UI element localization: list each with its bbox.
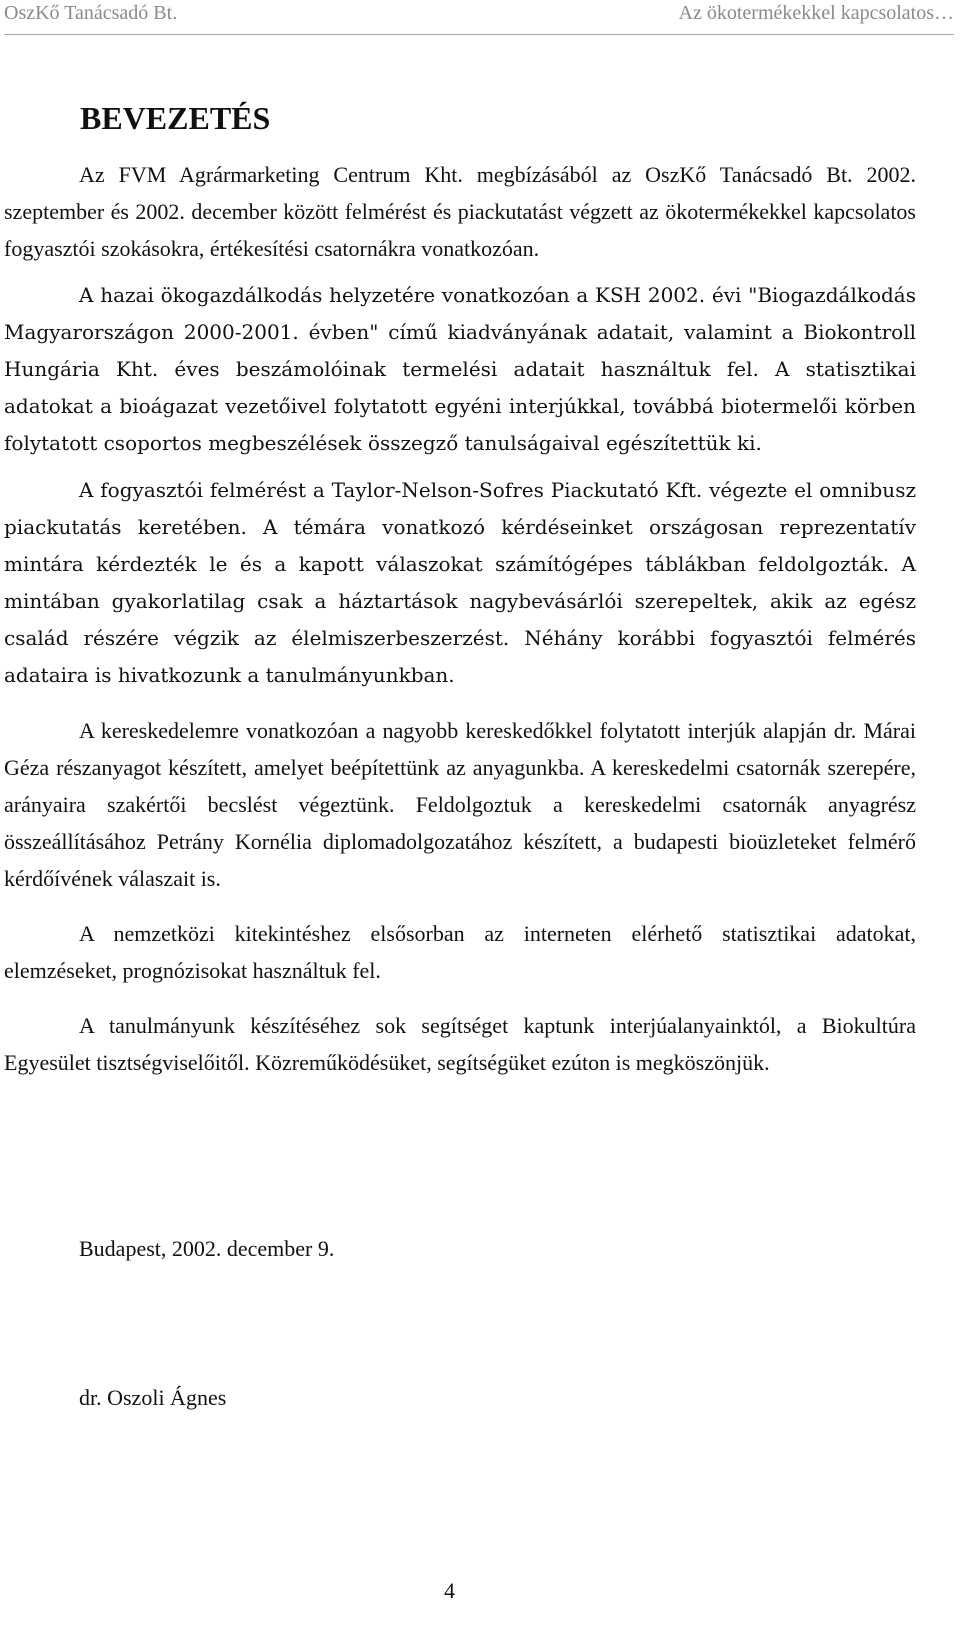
running-header <box>4 2 954 28</box>
paragraph-2: A hazai ökogazdálkodás helyzetére vonatkozóan a KSH 2002. évi "Biogazdálkodás Magyarországon 2000-2001. évben" című kiadványának adatait, valamint a Biokontroll Hungária Kht. éves beszámolóinak termelési adatait használtuk fel. A statisztikai adatokat a bioágazat vezetőivel folytatott egyéni interjúkkal, továbbá biotermelői körben folytatott csoportos megbeszélések összegző tanulságaival egészítettük ki. <box>4 283 916 455</box>
paragraph-3: A fogyasztói felmérést a Taylor-Nelson-Sofres Piackutató Kft. végezte el omnibusz piackutatás keretében. A témára vonatkozó kérdéseinket országosan reprezentatív mintára kérdezték le és a kapott válaszokat számítógépes táblákban feldolgozták. A mintában gyakorlatilag csak a háztartások nagybevásárlói szerepeltek, akik az egész család részére végzik az élelmiszerbeszerzést. Néhány korábbi fogyasztói felmérés adataira is hivatkozunk a tanulmányunkban. <box>4 478 916 687</box>
header-left-text: OszKő Tanácsadó Bt. <box>4 2 178 24</box>
paragraph-4: A kereskedelemre vonatkozóan a nagyobb kereskedőkkel folytatott interjúk alapján dr. Márai Géza részanyagot készített, amelyet beépítettünk az anyagunkba. A kereskedelmi csatornák szerepére, arányaira szakértői becslést végeztünk. Feldolgoztuk a kereskedelmi csatornák anyagrész összeállításához Petrány Kornélia diplomadolgozatához készített, a budapesti bioüzleteket felmérő kérdőívének válaszait is. <box>4 718 916 891</box>
header-divider <box>4 34 954 35</box>
section-heading: BEVEZETÉS <box>80 100 271 136</box>
header-right-text: Az ökotermékekkel kapcsolatos… <box>678 2 954 24</box>
body-text <box>4 156 916 1081</box>
date-line: Budapest, 2002. december 9. <box>79 1236 335 1261</box>
paragraph-5: A nemzetközi kitekintéshez elsősorban az interneten elérhető statisztikai adatokat, elemzéseket, prognózisokat használtuk fel. <box>4 921 916 983</box>
page-number: 4 <box>444 1578 455 1603</box>
paragraph-6: A tanulmányunk készítéséhez sok segítséget kaptunk interjúalanyainktól, a Biokultúra Egyesület tisztségviselőitől. Közreműködésüket, segítségüket ezúton is megköszönjük. <box>4 1013 916 1075</box>
paragraph-1: Az FVM Agrármarketing Centrum Kht. megbízásából az OszKő Tanácsadó Bt. 2002. szeptember és 2002. december között felmérést és piackutatást végzett az ökotermékekkel kapcsolatos fogyasztói szokásokra, értékesítési csatornákra vonatkozóan. <box>4 162 916 261</box>
signature-name: dr. Oszoli Ágnes <box>79 1385 227 1410</box>
